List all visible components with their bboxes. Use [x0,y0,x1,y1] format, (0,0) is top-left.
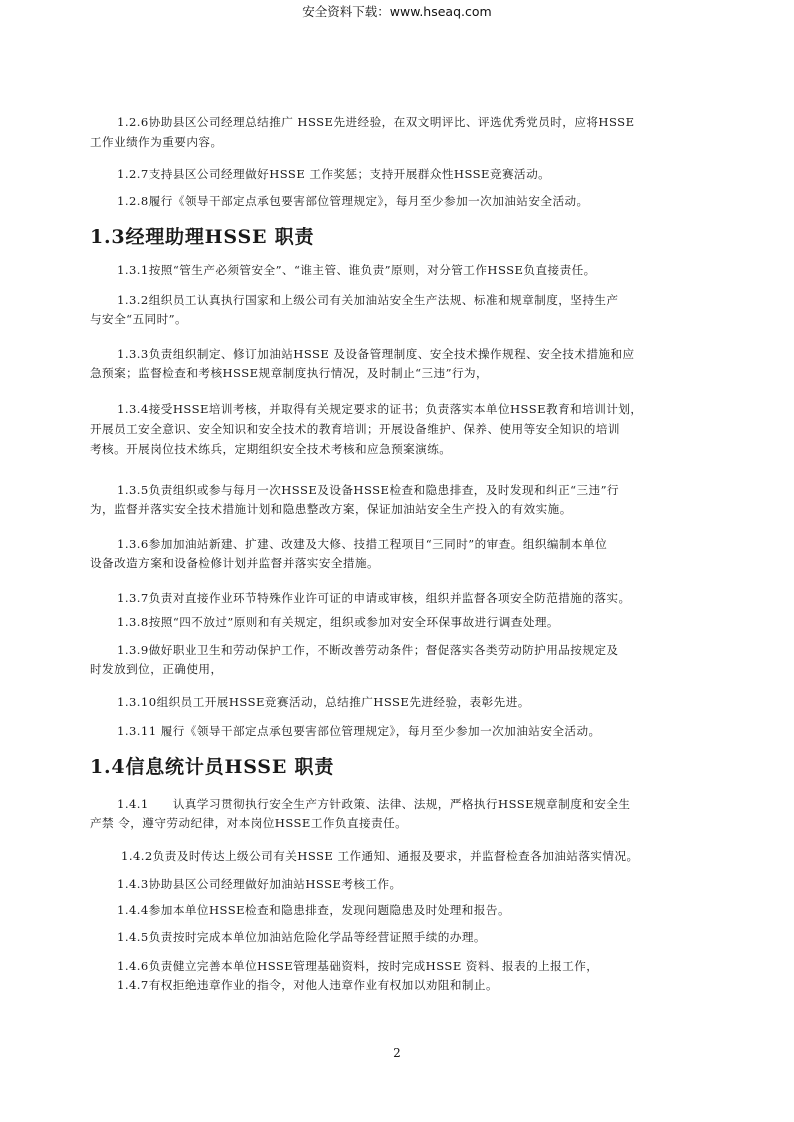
paragraph-1-2-6-line-2: 工作业绩作为重要内容。 [90,135,223,149]
paragraph-1-3-8: 1.3.8按照“四不放过”原则和有关规定，组织或参加对安全环保事故进行调查处理。 [117,615,559,629]
paragraph-1-3-2-line-1: 1.3.2组织员工认真执行国家和上级公司有关加油站安全生产法规、标准和规章制度，坚持生产 [117,293,619,307]
section-heading-1-4: 1.4信息统计员HSSE 职责 [90,756,335,778]
paragraph-1-3-5-line-1: 1.3.5负责组织或参与每月一次HSSE及设备HSSE检查和隐患排查，及时发现和纠正“三违”行 [117,483,620,497]
paragraph-1-4-1-line-1: 1.4.1 认真学习贯彻执行安全生产方针政策、法律、法规，严格执行HSSE规章制度和安全生 [117,797,631,811]
paragraph-1-3-1: 1.3.1按照“管生产必须管安全”、“谁主管、谁负责”原则，对分管工作HSSE负直接责任。 [117,263,596,277]
paragraph-1-3-11: 1.3.11 履行《领导干部定点承包要害部位管理规定》，每月至少参加一次加油站安全活动。 [117,724,601,738]
paragraph-1-3-5-line-2: 为，监督并落实安全技术措施计划和隐患整改方案，保证加油站安全生产投入的有效实施。 [90,502,572,516]
paragraph-1-4-3: 1.4.3协助县区公司经理做好加油站HSSE考核工作。 [117,877,402,891]
page-number: 2 [393,1046,401,1060]
paragraph-1-4-2: 1.4.2负责及时传达上级公司有关HSSE 工作通知、通报及要求，并监督检查各加油站落实情况。 [121,849,639,863]
paragraph-1-2-7: 1.2.7支持县区公司经理做好HSSE 工作奖惩；支持开展群众性HSSE竞赛活动。 [117,167,551,181]
paragraph-1-3-4-line-1: 1.3.4接受HSSE培训考核，并取得有关规定要求的证书；负责落实本单位HSSE教育和培训计划， [117,402,643,416]
paragraph-1-3-9-line-1: 1.3.9做好职业卫生和劳动保护工作，不断改善劳动条件；督促落实各类劳动防护用品按规定及 [117,643,619,657]
paragraph-1-3-7: 1.3.7负责对直接作业环节特殊作业许可证的申请或审核，组织并监督各项安全防范措施的落实。 [117,591,631,605]
paragraph-1-4-6: 1.4.6负责健立完善本单位HSSE管理基础资料，按时完成HSSE 资料、报表的上报工作， [117,959,599,973]
paragraph-1-3-6-line-1: 1.3.6参加加油站新建、扩建、改建及大修、技措工程项目“三同时”的审查。组织编制本单位 [117,537,608,551]
paragraph-1-3-4-line-3: 考核。开展岗位技术练兵，定期组织安全技术考核和应急预案演练。 [90,442,452,456]
paragraph-1-3-3-line-2: 急预案；监督检查和考核HSSE规章制度执行情况，及时制止“三违”行为， [90,366,489,380]
paragraph-1-3-2-line-2: 与安全“五同时”。 [90,312,188,326]
paragraph-1-3-3-line-1: 1.3.3负责组织制定、修订加油站HSSE 及设备管理制度、安全技术操作规程、安全技术措施和应 [117,347,635,361]
paragraph-1-4-7: 1.4.7有权拒绝违章作业的指令，对他人违章作业有权加以劝阻和制止。 [117,978,499,992]
section-heading-1-3: 1.3经理助理HSSE 职责 [90,226,315,248]
paragraph-1-4-4: 1.4.4参加本单位HSSE检查和隐患排查，发现问题隐患及时处理和报告。 [117,903,510,917]
paragraph-1-4-1-line-2: 产禁 令，遵守劳动纪律，对本岗位HSSE工作负直接责任。 [90,816,408,830]
paragraph-1-4-5: 1.4.5负责按时完成本单位加油站危险化学品等经营证照手续的办理。 [117,930,486,944]
page-header: 安全资料下载：www.hseaq.com [302,4,492,19]
paragraph-1-2-8: 1.2.8履行《领导干部定点承包要害部位管理规定》，每月至少参加一次加油站安全活动。 [117,194,589,208]
paragraph-1-3-6-line-2: 设备改造方案和设备检修计划并监督并落实安全措施。 [90,556,380,570]
paragraph-1-2-6-line-1: 1.2.6协助县区公司经理总结推广 HSSE先进经验，在双文明评比、评选优秀党员时，应将HSSE [117,115,635,129]
paragraph-1-3-10: 1.3.10组织员工开展HSSE竞赛活动，总结推广HSSE先进经验，表彰先进。 [117,695,530,709]
paragraph-1-3-4-line-2: 开展员工安全意识、安全知识和安全技术的教育培训；开展设备维护、保养、使用等安全知识的培训 [90,422,620,436]
paragraph-1-3-9-line-2: 时发放到位，正确使用， [90,662,223,676]
